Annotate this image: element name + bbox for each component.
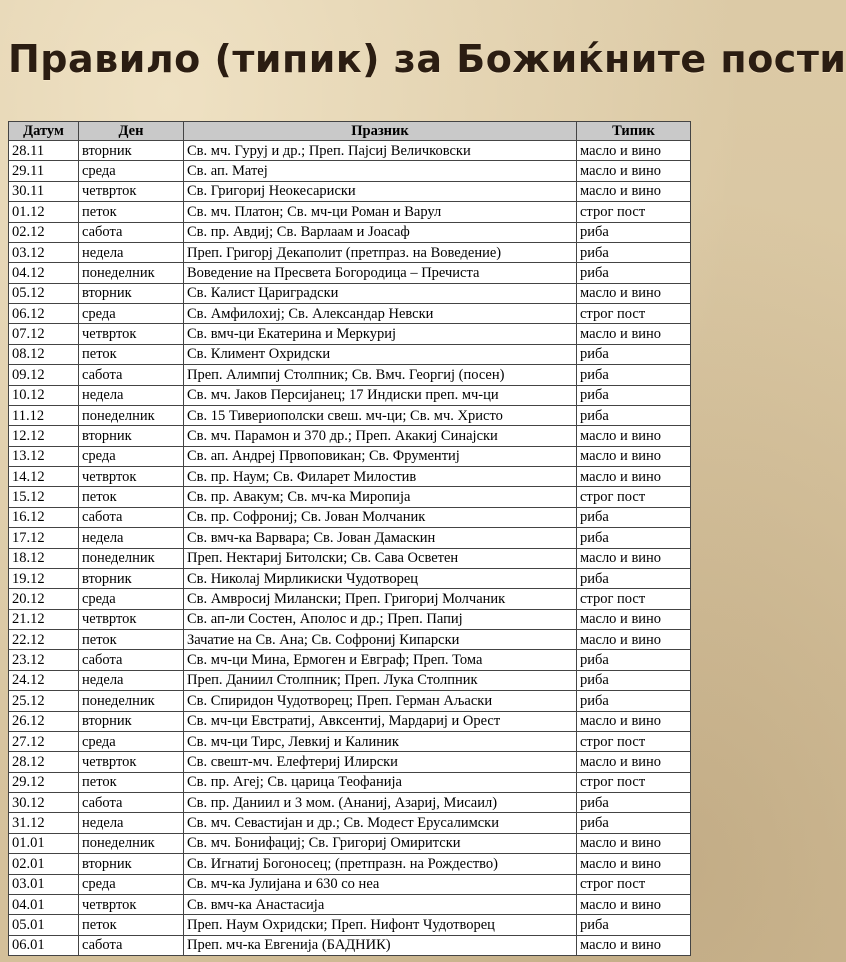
table-header-row [9,122,691,141]
cell-feast: Св. мч-ка Јулијана и 630 со неа [184,874,577,894]
cell-feast: Св. пр. Даниил и 3 мом. (Ананиј, Азариј, Мисаил) [184,793,577,813]
cell-day: понеделник [79,548,184,568]
cell-feast: Преп. Наум Охридски; Преп. Нифонт Чудотворец [184,915,577,935]
table-row [9,507,691,527]
cell-feast: Воведение на Пресвета Богородица – Пречиста [184,263,577,283]
cell-rule: риба [577,344,691,364]
cell-feast: Св. вмч-ка Варвара; Св. Јован Дамаскин [184,528,577,548]
cell-date: 31.12 [9,813,79,833]
table-row [9,630,691,650]
cell-rule: масло и вино [577,324,691,344]
table-row [9,426,691,446]
cell-rule: масло и вино [577,467,691,487]
table-row [9,263,691,283]
table-row [9,691,691,711]
cell-feast: Св. мч. Бонифациј; Св. Григориј Омиритски [184,833,577,853]
cell-feast: Св. мч-ци Мина, Ермоген и Евграф; Преп. Тома [184,650,577,670]
cell-date: 14.12 [9,467,79,487]
cell-rule: масло и вино [577,426,691,446]
table-row [9,385,691,405]
cell-day: понеделник [79,263,184,283]
cell-date: 26.12 [9,711,79,731]
table-body [9,141,691,956]
cell-feast: Св. мч. Севастијан и др.; Св. Модест Ерусалимски [184,813,577,833]
table-row [9,548,691,568]
cell-day: понеделник [79,691,184,711]
table-row [9,528,691,548]
cell-rule: риба [577,691,691,711]
cell-feast: Св. Спиридон Чудотворец; Преп. Герман Аљаски [184,691,577,711]
cell-rule: масло и вино [577,894,691,914]
cell-feast: Св. мч. Гуруј и др.; Преп. Пајсиј Величковски [184,141,577,161]
cell-rule: риба [577,568,691,588]
table-row [9,793,691,813]
cell-rule: риба [577,528,691,548]
table-row [9,344,691,364]
cell-date: 30.11 [9,181,79,201]
cell-rule: масло и вино [577,711,691,731]
cell-day: вторник [79,283,184,303]
table-row [9,324,691,344]
cell-date: 28.11 [9,141,79,161]
table-row [9,181,691,201]
cell-day: петок [79,202,184,222]
cell-date: 22.12 [9,630,79,650]
table-row [9,222,691,242]
cell-rule: масло и вино [577,548,691,568]
cell-feast: Св. Григориј Неокесариски [184,181,577,201]
header-date: Датум [9,122,79,141]
cell-day: петок [79,630,184,650]
cell-date: 04.01 [9,894,79,914]
cell-rule: масло и вино [577,141,691,161]
cell-date: 13.12 [9,446,79,466]
cell-feast: Св. вмч-ци Екатерина и Меркуриј [184,324,577,344]
table-row [9,935,691,955]
table-row [9,752,691,772]
cell-feast: Св. ап. Андреј Првоповикан; Св. Фрументиј [184,446,577,466]
table-row [9,202,691,222]
cell-rule: риба [577,222,691,242]
cell-rule: строг пост [577,487,691,507]
table-row [9,283,691,303]
cell-day: четврток [79,324,184,344]
cell-rule: риба [577,365,691,385]
cell-day: четврток [79,467,184,487]
cell-feast: Св. пр. Авакум; Св. мч-ка Миропија [184,487,577,507]
cell-rule: строг пост [577,731,691,751]
cell-feast: Св. вмч-ка Анастасија [184,894,577,914]
cell-rule: риба [577,507,691,527]
cell-day: среда [79,304,184,324]
table-row [9,446,691,466]
cell-rule: масло и вино [577,609,691,629]
cell-day: сабота [79,365,184,385]
cell-date: 02.01 [9,854,79,874]
cell-rule: риба [577,670,691,690]
cell-feast: Св. Николај Мирликиски Чудотворец [184,568,577,588]
cell-day: среда [79,874,184,894]
cell-date: 07.12 [9,324,79,344]
cell-date: 01.12 [9,202,79,222]
cell-day: сабота [79,793,184,813]
cell-feast: Св. пр. Агеј; Св. царица Теофанија [184,772,577,792]
cell-day: среда [79,446,184,466]
cell-day: сабота [79,935,184,955]
cell-day: петок [79,772,184,792]
cell-date: 21.12 [9,609,79,629]
cell-date: 12.12 [9,426,79,446]
cell-date: 27.12 [9,731,79,751]
cell-feast: Преп. Нектариј Битолски; Св. Сава Осветен [184,548,577,568]
cell-date: 08.12 [9,344,79,364]
cell-feast: Св. пр. Наум; Св. Филарет Милостив [184,467,577,487]
cell-rule: риба [577,650,691,670]
cell-date: 06.12 [9,304,79,324]
cell-day: среда [79,161,184,181]
cell-feast: Св. ап-ли Состен, Аполос и др.; Преп. Папиј [184,609,577,629]
cell-feast: Св. мч-ци Евстратиј, Авксентиј, Мардариј и Орест [184,711,577,731]
cell-rule: масло и вино [577,446,691,466]
cell-date: 29.12 [9,772,79,792]
cell-rule: масло и вино [577,181,691,201]
table-row [9,813,691,833]
cell-rule: масло и вино [577,935,691,955]
cell-date: 03.12 [9,242,79,262]
cell-day: четврток [79,752,184,772]
cell-feast: Св. Амвросиј Милански; Преп. Григориј Молчаник [184,589,577,609]
table-row [9,772,691,792]
cell-feast: Св. пр. Софрониј; Св. Јован Молчаник [184,507,577,527]
cell-rule: риба [577,915,691,935]
cell-date: 10.12 [9,385,79,405]
cell-date: 18.12 [9,548,79,568]
cell-day: недела [79,242,184,262]
cell-rule: строг пост [577,589,691,609]
cell-date: 04.12 [9,263,79,283]
table-row [9,487,691,507]
cell-rule: риба [577,263,691,283]
cell-rule: масло и вино [577,752,691,772]
cell-day: четврток [79,181,184,201]
cell-rule: масло и вино [577,283,691,303]
cell-feast: Св. Игнатиј Богоносец; (претпразн. на Рождество) [184,854,577,874]
cell-rule: риба [577,793,691,813]
cell-day: четврток [79,894,184,914]
cell-feast: Св. мч. Јаков Персијанец; 17 Индиски преп. мч-ци [184,385,577,405]
cell-day: петок [79,344,184,364]
cell-feast: Св. мч. Платон; Св. мч-ци Роман и Варул [184,202,577,222]
cell-date: 16.12 [9,507,79,527]
cell-feast: Св. Калист Цариградски [184,283,577,303]
cell-feast: Преп. Алимпиј Столпник; Св. Вмч. Георгиј (посен) [184,365,577,385]
cell-date: 03.01 [9,874,79,894]
cell-rule: риба [577,813,691,833]
table-row [9,731,691,751]
table-row [9,609,691,629]
cell-date: 25.12 [9,691,79,711]
cell-date: 11.12 [9,405,79,425]
cell-date: 15.12 [9,487,79,507]
cell-date: 20.12 [9,589,79,609]
cell-rule: строг пост [577,304,691,324]
table-row [9,670,691,690]
table-row [9,833,691,853]
header-day: Ден [79,122,184,141]
cell-day: петок [79,487,184,507]
cell-feast: Св. Климент Охридски [184,344,577,364]
table-row [9,467,691,487]
table-row [9,405,691,425]
cell-day: вторник [79,854,184,874]
cell-feast: Св. мч. Парамон и 370 др.; Преп. Акакиј Синајски [184,426,577,446]
cell-day: сабота [79,222,184,242]
cell-date: 06.01 [9,935,79,955]
cell-feast: Св. Амфилохиј; Св. Александар Невски [184,304,577,324]
cell-day: вторник [79,426,184,446]
cell-feast: Св. 15 Тивериополски свеш. мч-ци; Св. мч. Христо [184,405,577,425]
table-row [9,915,691,935]
cell-day: среда [79,589,184,609]
cell-day: сабота [79,507,184,527]
cell-feast: Преп. Даниил Столпник; Преп. Лука Столпник [184,670,577,690]
cell-day: четврток [79,609,184,629]
table-row [9,874,691,894]
cell-feast: Св. пр. Авдиј; Св. Варлаам и Јоасаф [184,222,577,242]
cell-date: 19.12 [9,568,79,588]
cell-feast: Преп. мч-ка Евгенија (БАДНИК) [184,935,577,955]
cell-day: вторник [79,568,184,588]
cell-rule: риба [577,385,691,405]
header-rule: Типик [577,122,691,141]
header-feast: Празник [184,122,577,141]
cell-rule: масло и вино [577,833,691,853]
table-row [9,894,691,914]
cell-feast: Св. свешт-мч. Елефтериј Илирски [184,752,577,772]
cell-date: 29.11 [9,161,79,181]
table-row [9,568,691,588]
cell-day: недела [79,670,184,690]
cell-day: среда [79,731,184,751]
cell-date: 23.12 [9,650,79,670]
cell-rule: риба [577,405,691,425]
cell-feast: Св. ап. Матеј [184,161,577,181]
fasting-table-container [8,121,690,956]
cell-rule: масло и вино [577,161,691,181]
table-row [9,161,691,181]
cell-date: 09.12 [9,365,79,385]
table-row [9,589,691,609]
cell-date: 02.12 [9,222,79,242]
cell-day: понеделник [79,405,184,425]
cell-date: 28.12 [9,752,79,772]
cell-day: недела [79,528,184,548]
cell-date: 30.12 [9,793,79,813]
page-title: Правило (типик) за Божиќните пости [8,37,846,81]
table-row [9,304,691,324]
cell-rule: масло и вино [577,854,691,874]
cell-rule: риба [577,242,691,262]
cell-date: 01.01 [9,833,79,853]
cell-feast: Преп. Григорј Декаполит (претпраз. на Воведение) [184,242,577,262]
cell-rule: строг пост [577,772,691,792]
cell-date: 05.01 [9,915,79,935]
fasting-table [8,121,691,956]
table-row [9,854,691,874]
table-row [9,650,691,670]
cell-day: недела [79,385,184,405]
cell-feast: Св. мч-ци Тирс, Левкиј и Калиник [184,731,577,751]
cell-rule: строг пост [577,874,691,894]
cell-rule: строг пост [577,202,691,222]
cell-date: 17.12 [9,528,79,548]
cell-day: петок [79,915,184,935]
cell-day: сабота [79,650,184,670]
cell-day: понеделник [79,833,184,853]
cell-feast: Зачатие на Св. Ана; Св. Софрониј Кипарски [184,630,577,650]
cell-rule: масло и вино [577,630,691,650]
cell-date: 24.12 [9,670,79,690]
table-row [9,711,691,731]
table-row [9,141,691,161]
cell-day: вторник [79,141,184,161]
cell-date: 05.12 [9,283,79,303]
cell-day: вторник [79,711,184,731]
table-row [9,242,691,262]
table-row [9,365,691,385]
cell-day: недела [79,813,184,833]
